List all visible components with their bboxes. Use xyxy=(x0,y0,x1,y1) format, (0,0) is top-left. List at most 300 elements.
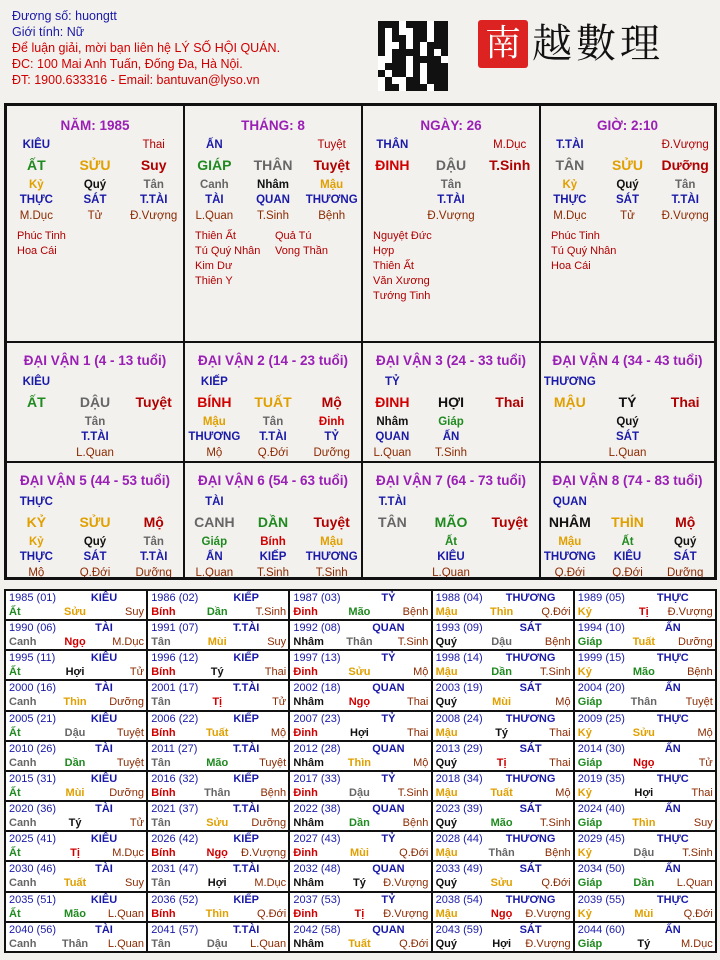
year-stem: Kỷ xyxy=(577,847,592,860)
year-branch: Tuất xyxy=(63,877,87,890)
year-ten-god: TỶ xyxy=(381,893,396,906)
hidden-stem-row-item xyxy=(480,536,539,548)
year-stem: Bính xyxy=(151,666,176,679)
year-phase: T.Sinh xyxy=(682,847,713,860)
hidden-stem-row-item: Giáp xyxy=(438,416,464,428)
year-cell xyxy=(5,801,147,831)
year-stem: Tân xyxy=(151,817,171,830)
year-cell xyxy=(147,711,289,741)
year-ten-god: QUAN xyxy=(372,742,405,755)
year-stem: Canh xyxy=(9,636,37,649)
phase-row-item: L.Quan xyxy=(608,447,647,459)
hidden-stem-row xyxy=(363,179,539,191)
hidden-stem-row-item: Tân xyxy=(674,179,696,191)
year-cell xyxy=(574,711,716,741)
ten-god-row-item: THỰC xyxy=(19,496,53,508)
year-phase: Q.Đới xyxy=(541,877,571,890)
year-stem: Tân xyxy=(151,877,171,890)
pillar-cell xyxy=(540,105,715,342)
hidden-god-row-item: T.TÀI xyxy=(671,194,699,206)
year-phase: L.Quan xyxy=(107,937,144,950)
year-ten-god: TÀI xyxy=(95,682,113,695)
year-label: 2008 (24) xyxy=(435,712,483,725)
year-stem: Mậu xyxy=(435,726,458,739)
year-ten-god: T.TÀI xyxy=(233,742,260,755)
year-cell xyxy=(574,922,716,952)
star-item: Quả Tú xyxy=(275,230,312,242)
hidden-stem-row xyxy=(7,536,183,548)
phase-row-item xyxy=(363,567,422,578)
hidden-god-row xyxy=(185,194,361,206)
year-label: 2011 (27) xyxy=(151,742,198,755)
year-stem: Quý xyxy=(435,696,457,709)
year-cell xyxy=(432,892,574,922)
phase-row-item: Mộ xyxy=(206,447,223,459)
phase-row-item: T.Sinh xyxy=(315,567,348,578)
hidden-god-row xyxy=(7,551,183,563)
phase-row-item: Đ.Vượng xyxy=(130,210,178,222)
year-ten-god: KIẾP xyxy=(233,712,260,725)
year-branch: Sửu xyxy=(348,666,371,679)
stem-branch-row-item: Mộ xyxy=(321,394,342,410)
phase-row-item xyxy=(541,447,599,459)
star-item: Thiên Ất xyxy=(195,230,236,242)
hidden-stem-row-item: Quý xyxy=(616,416,639,428)
hidden-stem-row-item: Nhâm xyxy=(257,179,289,191)
hidden-stem-row-item: Đinh xyxy=(318,416,345,428)
stem-branch-row xyxy=(185,394,361,410)
year-label: 2024 (40) xyxy=(577,803,625,816)
year-branch: Hợi xyxy=(492,937,512,950)
year-branch: Tị xyxy=(638,606,649,618)
year-cell xyxy=(574,861,716,891)
year-stem: Ất xyxy=(9,786,21,799)
year-cell xyxy=(147,590,289,620)
ten-god-row-item xyxy=(66,376,125,388)
year-phase: Q.Đới xyxy=(541,606,571,618)
year-label: 2016 (32) xyxy=(151,772,199,785)
year-branch: Thân xyxy=(61,937,89,950)
stem-branch-row-item: ĐINH xyxy=(375,394,410,410)
year-phase: Mộ xyxy=(555,786,571,799)
year-label: 2012 (28) xyxy=(293,742,341,755)
star-item: Thiên Y xyxy=(195,275,233,287)
ten-god-row-item xyxy=(124,376,183,388)
star-list xyxy=(17,229,177,259)
year-phase: T.Sinh xyxy=(397,786,429,799)
hidden-stem-row-item: Ất xyxy=(621,536,634,548)
ten-god-row xyxy=(363,139,539,151)
ten-god-row-item xyxy=(480,496,539,508)
year-label: 1987 (03) xyxy=(293,592,341,604)
phase-row-item xyxy=(124,447,183,459)
year-ten-god: THƯƠNG xyxy=(505,772,556,785)
year-branch: Ngọ xyxy=(633,756,655,769)
ten-god-row xyxy=(185,376,361,388)
year-phase: Mộ xyxy=(555,696,571,709)
year-label: 1999 (15) xyxy=(577,652,625,665)
hidden-stem-row-item: Tân xyxy=(84,416,106,428)
year-cell xyxy=(574,650,716,680)
year-stem: Ất xyxy=(9,666,21,679)
year-branch: Dần xyxy=(206,606,228,618)
year-branch: Hợi xyxy=(65,666,85,679)
dai-van-cell xyxy=(540,342,715,462)
cell-title: ĐẠI VẬN 6 (54 - 63 tuổi) xyxy=(197,473,349,488)
hidden-stem-row-item: Mậu xyxy=(320,536,344,548)
hidden-stem-row xyxy=(363,536,539,548)
hidden-god-row xyxy=(541,431,714,443)
dai-van-cell xyxy=(184,342,362,462)
year-cell xyxy=(574,831,716,861)
year-ten-god: SÁT xyxy=(519,682,542,695)
stem-branch-row-item: MÃO xyxy=(434,514,468,530)
phase-row-item xyxy=(480,210,539,222)
ten-god-row-item xyxy=(480,376,539,388)
ten-god-row-item xyxy=(656,496,714,508)
hidden-stem-row xyxy=(7,179,183,191)
year-branch: Tuất xyxy=(206,726,229,739)
year-ten-god: THƯƠNG xyxy=(505,893,556,906)
year-stem: Ất xyxy=(9,726,21,739)
year-branch: Thìn xyxy=(63,696,87,709)
year-stem: Đinh xyxy=(293,907,318,920)
phase-row-item: Bệnh xyxy=(318,210,346,222)
year-phase: M.Dục xyxy=(254,877,287,890)
phase-row-item: Q.Đới xyxy=(79,567,111,578)
star-item: Phúc Tinh xyxy=(551,230,600,242)
phase-row-item: L.Quan xyxy=(432,567,470,578)
year-label: 2034 (50) xyxy=(577,863,625,876)
year-label: 2041 (57) xyxy=(151,923,199,936)
year-branch: Sửu xyxy=(64,606,87,618)
year-phase: Tuyệt xyxy=(116,756,144,769)
year-branch: Thìn xyxy=(490,606,514,618)
year-branch: Thân xyxy=(346,636,373,649)
year-cell xyxy=(289,861,431,891)
hidden-god-row-item: THƯƠNG xyxy=(305,194,358,206)
stem-branch-row-item: Dưỡng xyxy=(661,157,709,173)
year-branch: Mão xyxy=(64,907,87,920)
phase-row-item: Dưỡng xyxy=(135,567,172,578)
dai-van-cell xyxy=(6,342,184,462)
year-stem: Bính xyxy=(151,726,176,739)
year-branch: Sửu xyxy=(206,817,229,830)
year-ten-god: T.TÀI xyxy=(233,803,260,816)
cell-title: GIỜ: 2:10 xyxy=(596,118,659,133)
year-phase: Dưỡng xyxy=(109,786,144,799)
year-label: 2017 (33) xyxy=(293,772,341,785)
year-phase: M.Dục xyxy=(112,847,144,860)
hidden-stem-row-item: Canh xyxy=(199,179,229,191)
stem-branch-row-item: T.Sinh xyxy=(489,157,531,173)
hidden-god-row-item: KIẾP xyxy=(259,551,287,563)
stem-branch-row xyxy=(7,157,183,173)
hidden-stem-row-item: Mậu xyxy=(202,416,226,428)
hidden-stem-row-item: Tân xyxy=(143,179,164,191)
stem-branch-row-item: THÌN xyxy=(611,514,644,530)
hidden-god-row-item: THỰC xyxy=(19,551,53,563)
year-cell xyxy=(289,892,431,922)
hidden-stem-row-item xyxy=(363,536,422,548)
year-stem: Đinh xyxy=(293,847,318,860)
year-stem: Mậu xyxy=(435,786,458,799)
year-phase: Dưỡng xyxy=(109,696,144,709)
year-branch: Tuất xyxy=(632,636,656,649)
phase-row-item: L.Quan xyxy=(373,447,412,459)
year-label: 2015 (31) xyxy=(9,772,57,785)
year-cell xyxy=(432,831,574,861)
phase-row-item: Dưỡng xyxy=(313,447,350,459)
hidden-stem-row xyxy=(7,416,183,428)
year-stem: Kỷ xyxy=(577,907,592,920)
year-branch: Hợi xyxy=(634,786,654,799)
hidden-god-row-item xyxy=(7,431,66,443)
ten-god-row-item: KIÊU xyxy=(22,139,51,151)
stem-branch-row xyxy=(541,394,714,410)
dai-van-cell xyxy=(362,342,540,462)
hidden-stem-row-item: Mậu xyxy=(558,536,582,548)
year-ten-god: QUAN xyxy=(372,863,405,876)
star-item: Thiên Ất xyxy=(373,260,414,272)
hidden-stem-row xyxy=(185,416,361,428)
ten-god-row-item: ẤN xyxy=(206,139,223,151)
year-label: 2004 (20) xyxy=(577,682,625,695)
hidden-god-row-item: ẤN xyxy=(442,431,460,443)
phase-row-item: Tử xyxy=(620,210,635,222)
phase-row-item: Tử xyxy=(87,210,103,222)
stem-branch-row-item: Suy xyxy=(140,157,167,173)
year-cell xyxy=(147,620,289,650)
phase-row xyxy=(185,210,361,222)
hidden-god-row-item: THƯƠNG xyxy=(305,551,358,563)
stem-branch-row-item: MẬU xyxy=(553,394,586,410)
hidden-god-row-item xyxy=(541,431,599,443)
year-stem: Bính xyxy=(151,907,176,920)
brand-seal: 南 xyxy=(478,20,528,68)
phase-row-item: L.Quan xyxy=(195,567,234,578)
ten-god-row-item: KIÊU xyxy=(22,376,51,388)
phase-row-item: Q.Đới xyxy=(612,567,643,578)
cell-title: THÁNG: 8 xyxy=(241,118,305,133)
year-branch: Dần xyxy=(633,877,655,890)
phase-row-item: L.Quan xyxy=(76,447,114,459)
year-stem: Tân xyxy=(151,756,171,769)
stem-branch-row xyxy=(541,514,714,530)
year-ten-god: KIÊU xyxy=(90,652,118,665)
year-ten-god: THỰC xyxy=(656,893,689,906)
stem-branch-row-item: Tuyệt xyxy=(135,394,172,410)
phase-row-item: Đ.Vượng xyxy=(427,210,475,222)
year-label: 2031 (47) xyxy=(151,863,199,876)
year-branch: Tuất xyxy=(490,786,513,799)
year-cell xyxy=(5,771,147,801)
stem-branch-row-item: ĐINH xyxy=(375,157,410,173)
year-ten-god: SÁT xyxy=(519,803,542,816)
ten-god-row xyxy=(185,139,361,151)
year-ten-god: TÀI xyxy=(95,923,113,936)
hidden-stem-row-item xyxy=(363,179,422,191)
phase-row-item: Q.Đới xyxy=(554,567,586,578)
year-label: 2043 (59) xyxy=(435,923,483,936)
year-stem: Mậu xyxy=(435,847,458,860)
star-item: Tú Quý Nhân xyxy=(551,245,617,257)
ten-god-row xyxy=(185,496,361,508)
year-branch: Hợi xyxy=(350,726,369,739)
phase-row-item: T.Sinh xyxy=(257,567,289,578)
star-list xyxy=(195,229,355,289)
star-item xyxy=(453,229,533,259)
star-list xyxy=(373,229,533,304)
star-item xyxy=(275,259,355,274)
star-item xyxy=(275,274,355,289)
year-branch: Tị xyxy=(496,756,507,769)
stem-branch-row-item: THÂN xyxy=(253,157,293,173)
stem-branch-row-item: KỶ xyxy=(26,514,47,530)
phase-row-item: Mộ xyxy=(28,567,45,578)
year-cell xyxy=(147,831,289,861)
hidden-stem-row xyxy=(541,536,714,548)
year-stem: Nhâm xyxy=(293,937,324,950)
hidden-god-row-item: T.TÀI xyxy=(139,194,168,206)
year-stem: Bính xyxy=(151,847,176,860)
year-label: 2002 (18) xyxy=(293,682,341,695)
stem-branch-row-item: SỬU xyxy=(79,514,111,530)
year-stem: Quý xyxy=(435,877,457,890)
hidden-stem-row-item xyxy=(124,416,183,428)
hidden-god-row-item xyxy=(363,551,422,563)
year-cell xyxy=(289,801,431,831)
year-label: 1994 (10) xyxy=(577,622,625,635)
hidden-god-row-item: KIÊU xyxy=(437,551,465,563)
year-branch: Mùi xyxy=(65,786,85,799)
year-branch: Ngọ xyxy=(490,907,513,920)
year-stem: Canh xyxy=(9,756,37,769)
year-phase: T.Sinh xyxy=(540,817,571,830)
star-item xyxy=(453,274,533,289)
stem-branch-row-item: DẬU xyxy=(79,394,111,410)
year-label: 2009 (25) xyxy=(577,712,625,725)
stem-branch-row xyxy=(363,157,539,173)
year-stem: Canh xyxy=(9,937,37,950)
year-cell xyxy=(432,711,574,741)
year-cell xyxy=(574,590,716,620)
year-label: 2036 (52) xyxy=(151,893,199,906)
year-cell xyxy=(5,680,147,710)
year-ten-god: KIÊU xyxy=(90,592,118,604)
year-ten-god: T.TÀI xyxy=(233,923,260,936)
year-ten-god: SÁT xyxy=(519,742,542,755)
year-cell xyxy=(289,650,431,680)
year-phase: Mộ xyxy=(697,726,713,739)
year-stem: Đinh xyxy=(293,726,318,739)
year-label: 2003 (19) xyxy=(435,682,483,695)
year-cell xyxy=(147,680,289,710)
ten-god-row xyxy=(541,376,714,388)
star-item: Hoa Cái xyxy=(551,260,591,272)
year-label: 2000 (16) xyxy=(9,682,57,695)
year-label: 2032 (48) xyxy=(293,863,341,876)
year-ten-god: T.TÀI xyxy=(233,622,260,635)
year-label: 2025 (41) xyxy=(9,833,57,846)
year-phase: Bệnh xyxy=(544,847,571,860)
year-phase: Thai xyxy=(549,726,571,739)
year-cell xyxy=(432,861,574,891)
year-phase: Đ.Vượng xyxy=(525,907,571,920)
year-branch: Tý xyxy=(352,877,366,890)
year-branch: Mão xyxy=(348,606,371,618)
year-label: 2033 (49) xyxy=(435,863,483,876)
year-ten-god: KIẾP xyxy=(233,772,260,785)
ten-god-row-item xyxy=(244,376,303,388)
year-branch: Sửu xyxy=(490,877,513,890)
dai-van-cell xyxy=(540,462,715,578)
year-branch: Thìn xyxy=(632,817,656,830)
year-phase: Thai xyxy=(406,726,429,739)
year-ten-god: ẤN xyxy=(664,803,681,816)
year-phase: Bệnh xyxy=(260,786,287,799)
phase-row xyxy=(363,567,539,578)
ten-god-row-item: M.Dục xyxy=(493,139,527,151)
star-item xyxy=(453,259,533,274)
stem-branch-row xyxy=(7,394,183,410)
stem-branch-row-item: BÍNH xyxy=(197,394,232,410)
phase-row-item: T.Sinh xyxy=(435,447,467,459)
year-ten-god: T.TÀI xyxy=(233,863,260,876)
year-phase: Suy xyxy=(693,817,713,830)
year-phase: Đ.Vượng xyxy=(667,606,713,618)
stem-branch-row-item: HỢI xyxy=(438,394,464,410)
ten-god-row-item xyxy=(302,496,361,508)
star-item: Văn Xương xyxy=(373,275,430,287)
year-stem: Quý xyxy=(435,937,457,950)
year-ten-god: KIẾP xyxy=(233,592,260,604)
year-phase: Thai xyxy=(406,696,429,709)
hidden-god-row-item: TÀI xyxy=(205,194,224,206)
phase-row xyxy=(363,447,539,459)
year-cell xyxy=(289,922,431,952)
hidden-god-row xyxy=(363,431,539,443)
year-ten-god: THỰC xyxy=(656,592,689,604)
year-stem: Ất xyxy=(9,847,21,860)
year-branch: Mùi xyxy=(634,907,654,920)
year-stem: Canh xyxy=(9,696,37,709)
stem-branch-row-item: DẬU xyxy=(435,157,467,173)
qr-code xyxy=(378,21,448,91)
year-ten-god: QUAN xyxy=(372,622,405,635)
hidden-god-row-item: QUAN xyxy=(375,431,410,443)
year-cell xyxy=(432,771,574,801)
hidden-god-row xyxy=(363,194,539,206)
ten-god-row xyxy=(7,139,183,151)
year-ten-god: ẤN xyxy=(664,863,681,876)
year-phase: Dưỡng xyxy=(678,636,713,649)
year-branch: Mão xyxy=(206,756,229,769)
year-phase: Q.Đới xyxy=(399,847,429,860)
year-cell xyxy=(147,892,289,922)
ten-god-row-item: TỶ xyxy=(384,376,400,388)
ten-god-row-item xyxy=(66,139,125,151)
star-item: Nguyệt Đức Hợp xyxy=(373,230,432,257)
star-item: Phúc Tinh xyxy=(17,230,66,242)
hidden-stem-row xyxy=(185,536,361,548)
year-phase: Thai xyxy=(549,756,571,769)
year-stem: Giáp xyxy=(577,636,603,649)
stem-branch-row-item: Mộ xyxy=(675,514,696,530)
stem-branch-row-item: TÂN xyxy=(555,157,585,173)
year-phase: Tử xyxy=(698,756,713,769)
year-stem: Quý xyxy=(435,636,457,649)
